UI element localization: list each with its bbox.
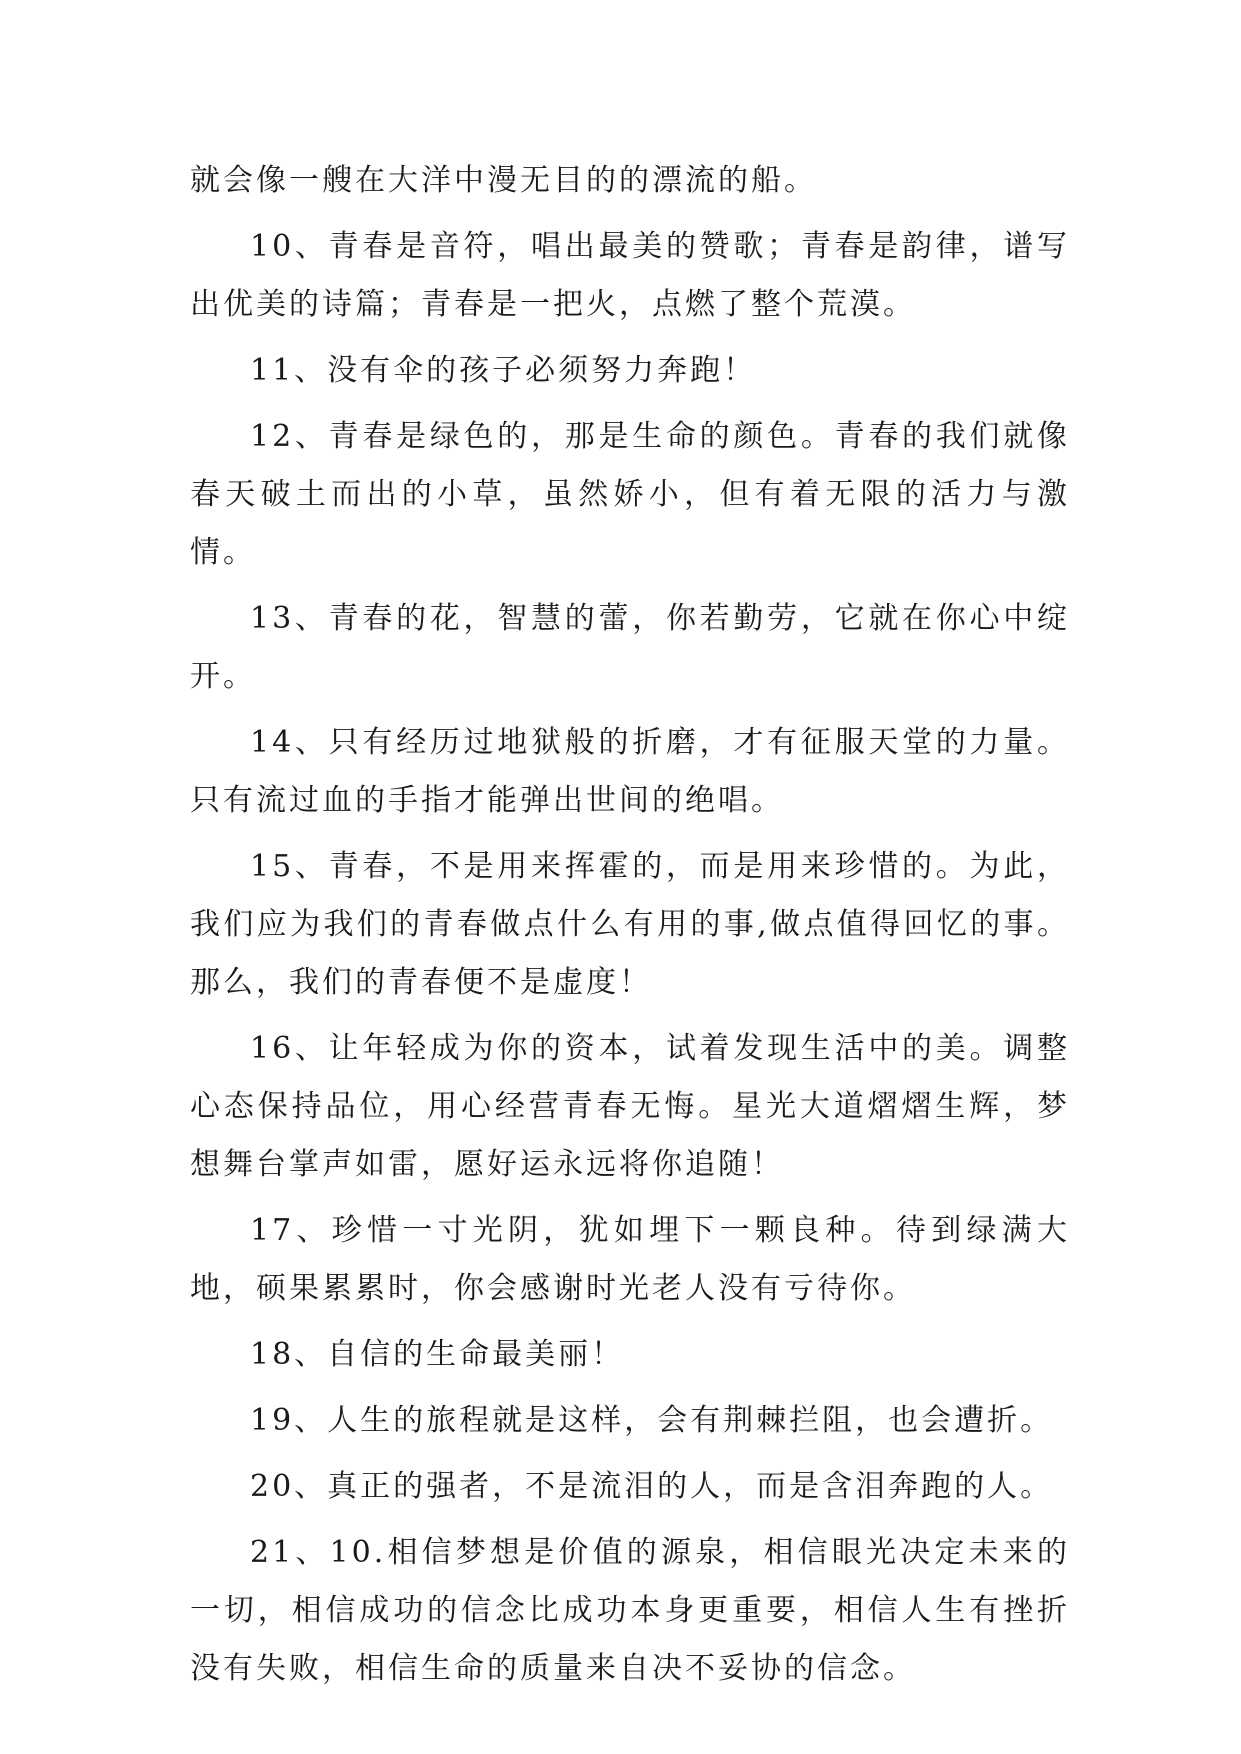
paragraph-item-14: 14、只有经历过地狱般的折磨，才有征服天堂的力量。只有流过血的手指才能弹出世间的绝唱。 [190,725,1070,818]
paragraph-item-13: 13、青春的花，智慧的蕾，你若勤劳，它就在你心中绽开。 [190,601,1070,694]
paragraph-item-20: 20、真正的强者，不是流泪的人，而是含泪奔跑的人。 [250,1469,1054,1504]
paragraph-item-12: 12、青春是绿色的，那是生命的颜色。青春的我们就像春天破土而出的小草，虽然娇小，但有着无限的活力与激情。 [190,419,1070,570]
paragraph-item-15: 15、青春，不是用来挥霍的，而是用来珍惜的。为此，我们应为我们的青春做点什么有用的事,做点值得回忆的事。那么，我们的青春便不是虚度！ [190,849,1070,1000]
paragraph-item-18: 18、自信的生命最美丽！ [250,1337,625,1372]
paragraph-item-21: 21、10.相信梦想是价值的源泉，相信眼光决定未来的一切，相信成功的信念比成功本身更重要，相信人生有挫折没有失败，相信生命的质量来自决不妥协的信念。 [190,1535,1070,1686]
paragraph-item-16: 16、让年轻成为你的资本，试着发现生活中的美。调整心态保持品位，用心经营青春无悔。星光大道熠熠生辉，梦想舞台掌声如雷，愿好运永远将你追随！ [190,1031,1070,1182]
paragraph-item-17: 17、珍惜一寸光阴，犹如埋下一颗良种。待到绿满大地，硕果累累时，你会感谢时光老人没有亏待你。 [190,1213,1070,1306]
paragraph-item-19: 19、人生的旅程就是这样，会有荆棘拦阻，也会遭折。 [250,1403,1054,1438]
paragraph-continuation: 就会像一艘在大洋中漫无目的的漂流的船。 [190,163,817,198]
paragraph-item-10: 10、青春是音符，唱出最美的赞歌；青春是韵律，谱写出优美的诗篇；青春是一把火，点燃了整个荒漠。 [190,229,1070,322]
paragraph-item-11: 11、没有伞的孩子必须努力奔跑！ [250,353,757,388]
document-body [190,152,1070,1706]
